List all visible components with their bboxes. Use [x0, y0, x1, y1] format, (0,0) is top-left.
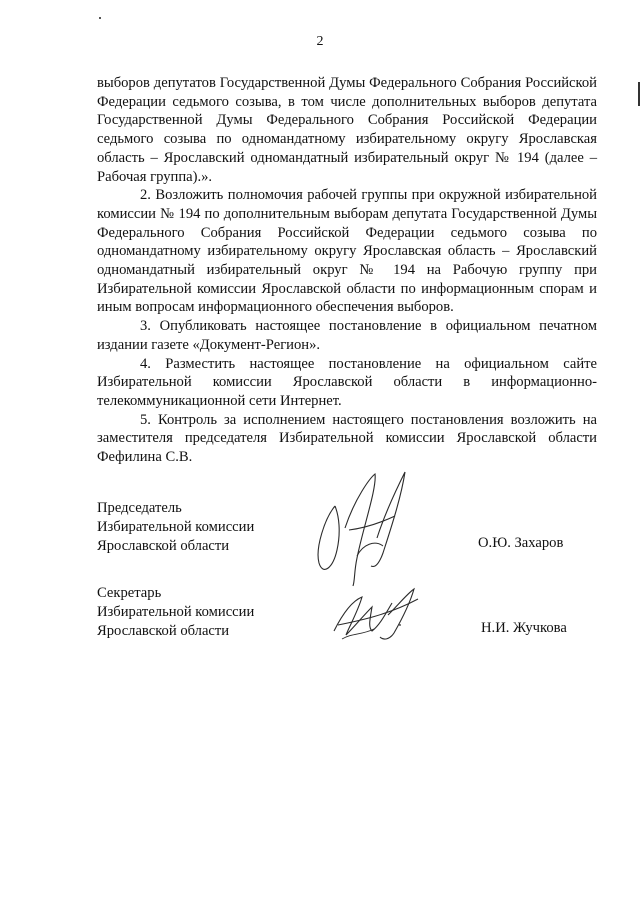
secretary-title-line-1: Секретарь: [97, 585, 162, 601]
secretary-title-line-3: Ярославской области: [97, 623, 230, 639]
secretary-title-line-2: Избирательной комиссии: [97, 604, 255, 620]
scan-speck: [99, 17, 101, 19]
secretary-name: Н.И. Жучкова: [481, 620, 567, 636]
chairman-title-line-3: Ярославской области: [97, 538, 230, 554]
chairman-title-line-1: Председатель: [97, 500, 182, 516]
paragraph-2: 2. Возложить полномочия рабочей группы при окружной избирательной комиссии № 194 по дополнительным выборам депутата Государственной Думы Федерального Собрания Российской Федерации седьмого созыва по одномандатному избирательному округу Ярославская область – Ярославский одномандатный избирательный округ № 194 на Рабочую группу при Избирательной комиссии Ярославской области по информационным спорам и иным вопросам информационного обеспечения выборов.: [97, 187, 597, 316]
document-body: [97, 74, 597, 467]
secretary-signature: [328, 585, 428, 645]
paragraph-3: 3. Опубликовать настоящее постановление в официальном печатном издании газете «Документ-Регион».: [97, 318, 597, 353]
chairman-name: О.Ю. Захаров: [478, 535, 564, 551]
paragraph-continuation: выборов депутатов Государственной Думы Федерального Собрания Российской Федерации седьмого созыва, в том числе дополнительных выборов депутата Государственной Думы Федерального Собрания Российской Федерации седьмого созыва по одномандатному избирательному округу Ярославская область – Ярославский одномандатный избирательный округ № 194 (далее – Рабочая группа).».: [97, 75, 597, 185]
paragraph-5: 5. Контроль за исполнением настоящего постановления возложить на заместителя председателя Избирательной комиссии Ярославской области Фефилина С.В.: [97, 411, 597, 466]
secretary-title: [97, 584, 254, 641]
chairman-title-line-2: Избирательной комиссии: [97, 519, 255, 535]
page-number: 2: [316, 34, 324, 49]
chairman-signature: [305, 468, 415, 588]
chairman-title: [97, 499, 254, 556]
paragraph-4: 4. Разместить настоящее постановление на официальном сайте Избирательной комиссии Ярославской области в информационно-телекоммуникационной сети Интернет.: [97, 355, 597, 409]
